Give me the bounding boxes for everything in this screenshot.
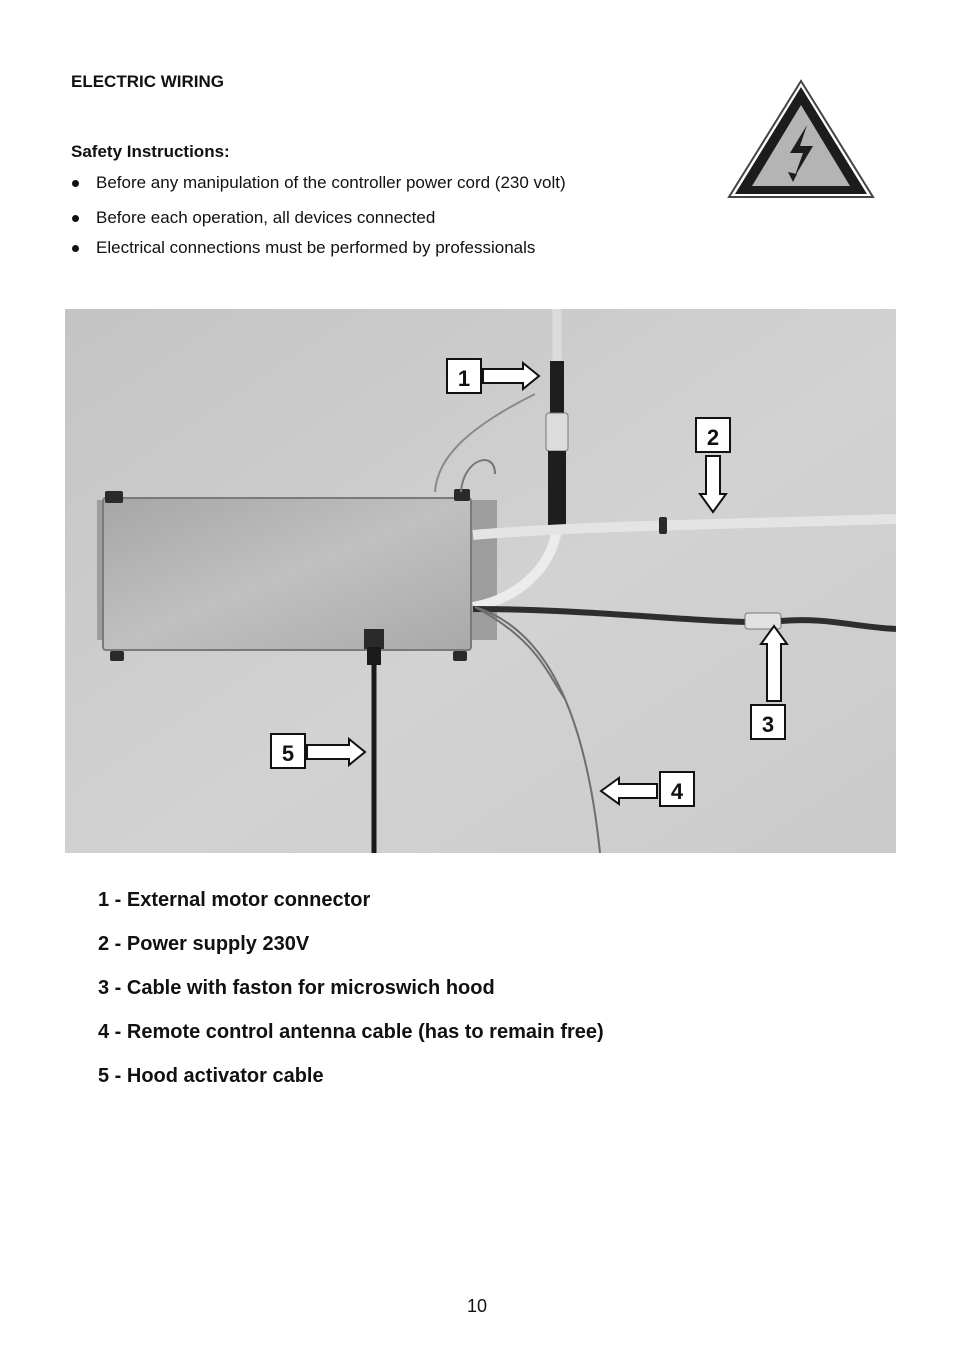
wiring-photo bbox=[65, 309, 896, 853]
safety-title: Safety Instructions: bbox=[71, 142, 230, 161]
legend-item: 1 - External motor connector bbox=[98, 889, 371, 911]
callout-1-label: 1 bbox=[457, 366, 471, 391]
callout-2-label: 2 bbox=[706, 425, 720, 450]
legend-list bbox=[98, 888, 604, 1108]
legend-item: 3 - Cable with faston for microswich hood bbox=[98, 977, 495, 999]
safety-list bbox=[71, 172, 566, 259]
callout-4-label: 4 bbox=[670, 779, 684, 804]
legend-item: 5 - Hood activator cable bbox=[98, 1065, 324, 1087]
safety-item: Before any manipulation of the controller power cord (230 volt) bbox=[71, 172, 566, 194]
legend-item: 2 - Power supply 230V bbox=[98, 933, 310, 955]
section-title: ELECTRIC WIRING bbox=[71, 72, 224, 91]
high-voltage-warning-icon bbox=[727, 78, 875, 200]
callout-3-label: 3 bbox=[761, 712, 775, 737]
page-number: 10 bbox=[466, 1296, 488, 1316]
callout-5-label: 5 bbox=[281, 741, 295, 766]
legend-item: 4 - Remote control antenna cable (has to remain free) bbox=[98, 1021, 604, 1043]
safety-item: Before each operation, all devices connected bbox=[71, 207, 566, 229]
safety-item: Electrical connections must be performed by professionals bbox=[71, 237, 566, 259]
